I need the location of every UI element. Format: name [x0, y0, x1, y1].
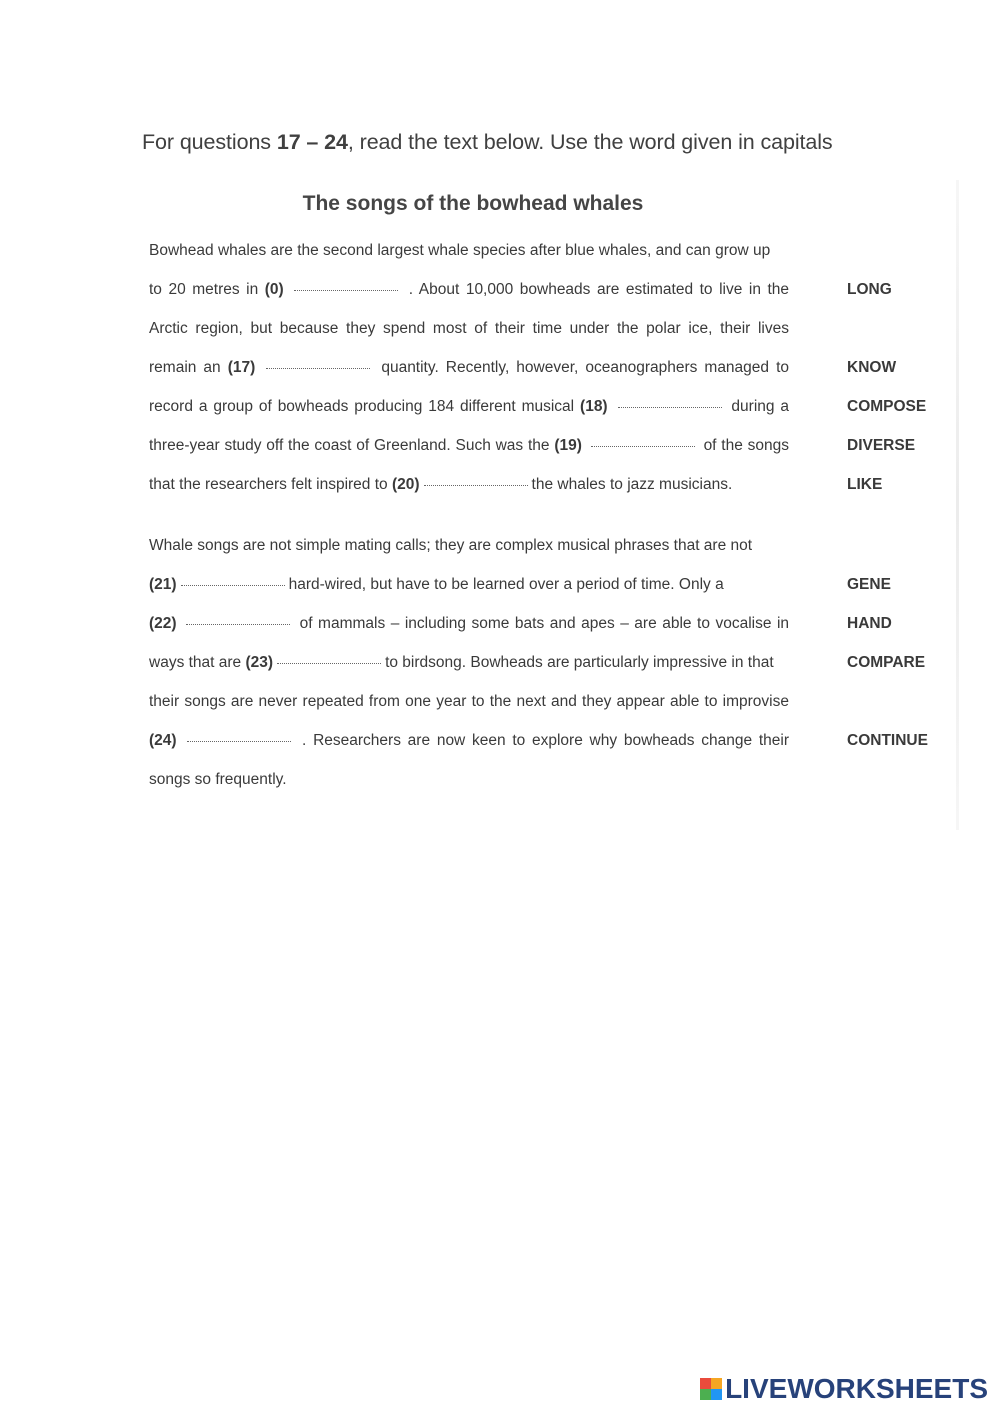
- text-line: three-year study off the coast of Greenland. Such was the (19) of the songs: [149, 437, 790, 454]
- page-title: The songs of the bowhead whales: [302, 192, 644, 215]
- text-line: Whale songs are not simple mating calls; they are complex musical phrases that are not: [149, 537, 753, 554]
- brand-name: LIVEWORKSHEETS: [725, 1373, 988, 1404]
- brand-logo: [700, 1374, 988, 1404]
- answer-gap-19[interactable]: [591, 444, 695, 447]
- text-line: their songs are never repeated from one year to the next and they appear able to improvise: [149, 693, 789, 710]
- answer-gap-18[interactable]: [618, 405, 722, 408]
- key-word-23: COMPARE: [847, 654, 926, 671]
- text-line: (24) . Researchers are now keen to explore why bowheads change their: [149, 732, 789, 749]
- gap-number: (19): [554, 437, 582, 454]
- answer-gap-17[interactable]: [266, 366, 370, 369]
- gap-number: (24): [149, 732, 177, 749]
- text-line: (21) hard-wired, but have to be learned over a period of time. Only a: [149, 576, 724, 593]
- text-line: Arctic region, but because they spend most of their time under the polar ice, their lives: [149, 320, 789, 337]
- key-word-22: HAND: [847, 615, 892, 632]
- gap-number: (21): [149, 576, 177, 593]
- key-word-19: DIVERSE: [847, 437, 916, 454]
- key-word-21: GENE: [847, 576, 891, 593]
- gap-number: (17): [227, 359, 256, 376]
- answer-gap-24[interactable]: [187, 739, 291, 742]
- gap-number: (18): [580, 398, 608, 415]
- text-line: (22) of mammals – including some bats and apes – are able to vocalise in: [149, 615, 790, 632]
- key-word-20: LIKE: [847, 476, 883, 493]
- text-line: that the researchers felt inspired to (20) the whales to jazz musicians.: [149, 476, 733, 493]
- gap-number: (23): [245, 654, 274, 671]
- text-line: songs so frequently.: [149, 771, 287, 788]
- answer-gap-23[interactable]: [277, 661, 381, 664]
- gap-number: (22): [149, 615, 177, 632]
- liveworksheets-icon: [700, 1378, 722, 1400]
- answer-gap-0: [294, 288, 398, 291]
- key-word-24: CONTINUE: [847, 732, 928, 749]
- text-line: remain an (17) quantity. Recently, however, oceanographers managed to: [149, 359, 789, 376]
- answer-gap-20[interactable]: [424, 483, 528, 486]
- scan-edge: [956, 180, 959, 830]
- instruction-text: For questions 17 – 24, read the text below. Use the word given in capitals: [142, 130, 833, 154]
- key-word-18: COMPOSE: [847, 398, 927, 415]
- key-word-17: KNOW: [847, 359, 897, 376]
- text-line: Bowhead whales are the second largest whale species after blue whales, and can grow up: [149, 242, 771, 259]
- answer-gap-22[interactable]: [186, 622, 290, 625]
- gap-number: (20): [391, 476, 420, 493]
- question-range: 17 – 24: [276, 130, 348, 154]
- gap-number: (0): [264, 281, 284, 298]
- text-line: to 20 metres in (0) . About 10,000 bowheads are estimated to live in the: [149, 281, 790, 298]
- key-word-0: LONG: [847, 281, 892, 298]
- text-line: record a group of bowheads producing 184 different musical (18) during a: [149, 398, 790, 415]
- text-line: ways that are (23) to birdsong. Bowheads are particularly impressive in that: [149, 654, 774, 671]
- answer-gap-21[interactable]: [181, 583, 285, 586]
